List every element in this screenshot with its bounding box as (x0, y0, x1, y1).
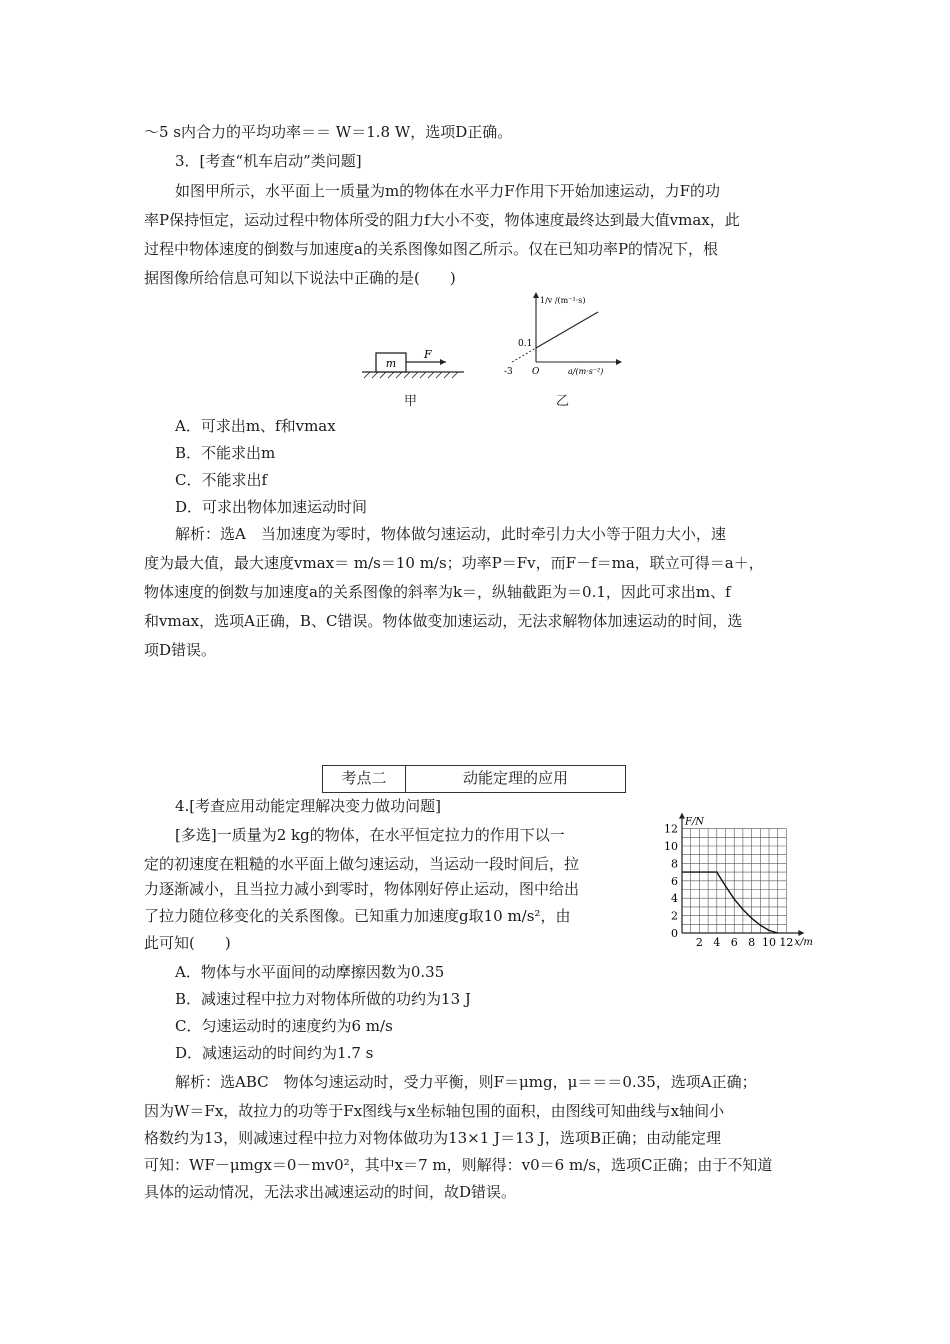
graph-line (536, 312, 598, 348)
q4-analysis-line: 解析：选ABC 物体匀速运动时，受力平衡，则F＝μmg，μ＝＝＝0.35，选项A正确； (175, 1073, 757, 1091)
x-tick-label: 4 (713, 936, 721, 949)
y-tick-label: 0.1 (518, 339, 533, 349)
q3-analysis-line: 和vmax，选项A正确，B、C错误。物体做变加速运动，无法求解物体加速运动的时间，选 (144, 612, 743, 630)
q3-stem-line: 据图像所给信息可知以下说法中正确的是( ) (144, 269, 456, 287)
q4-analysis-line: 可知：WF－μmgx＝0－mv0²，其中x＝7 m，则解得：v0＝6 m/s，选项C正确；由于不知道 (144, 1156, 773, 1174)
q4-analysis-line: 格数约为13，则减速过程中拉力对物体做功为13×1 J＝13 J，选项B正确；由动能定理 (144, 1129, 721, 1147)
graph-grid (682, 829, 786, 933)
force-curve (682, 872, 778, 933)
q4-analysis-line: 因为W＝Fx，故拉力的功等于Fx图线与x坐标轴包围的面积，由图线可知曲线与x轴间小 (144, 1102, 725, 1120)
q4-option: D．减速运动的时间约为1.7 s (175, 1044, 374, 1062)
q4-stem-line: [多选]一质量为2 kg的物体，在水平恒定拉力的作用下以一 (175, 826, 565, 844)
x-axis-arrow (798, 930, 804, 936)
extrapolation-line (512, 348, 536, 362)
force-label: F (424, 348, 432, 361)
q3-analysis-line: 解析：选A 当加速度为零时，物体做匀速运动，此时牵引力大小等于阻力大小，速 (175, 525, 726, 543)
y-tick-label: 2 (671, 909, 678, 923)
x-tick-label: 2 (695, 936, 703, 949)
y-axis-label: 1/v /(m⁻¹·s) (540, 296, 586, 305)
section-label: 考点二 (323, 766, 406, 792)
block-label: m (385, 357, 397, 370)
section-title: 动能定理的应用 (462, 769, 568, 787)
q4-analysis-line: 具体的运动情况，无法求出减速运动的时间，故D错误。 (144, 1183, 517, 1201)
section-header (322, 765, 626, 793)
ground-hatching (364, 372, 458, 378)
q3-option: C．不能求出f (175, 471, 268, 489)
q4-option: B．减速过程中拉力对物体所做的功约为13 J (175, 990, 471, 1008)
q4-stem-line: 力逐渐减小，且当拉力减小到零时，物体刚好停止运动，图中给出 (144, 880, 580, 898)
figure-jia (358, 340, 468, 380)
origin-label: O (532, 367, 540, 377)
x-axis-label: x/m (794, 937, 813, 948)
force-displacement-graph (654, 808, 826, 950)
y-tick-label: 6 (671, 874, 678, 888)
q3-stem-line: 过程中物体速度的倒数与加速度a的关系图像如图乙所示。仅在已知功率P的情况下，根 (144, 240, 719, 258)
q3-header: 3．[考查“机车启动”类问题] (175, 152, 362, 170)
q3-analysis-line: 项D错误。 (144, 641, 217, 659)
q4-option: A．物体与水平面间的动摩擦因数为0.35 (175, 963, 445, 981)
x-axis-label: a/(m·s⁻²) (568, 367, 604, 376)
y-axis-label: F/N (685, 816, 705, 828)
x-tick-label: 10 (762, 936, 776, 949)
q3-stem-line: 如图甲所示，水平面上一质量为m的物体在水平力F作用下开始加速运动，力F的功 (175, 182, 721, 200)
figure-yi-caption: 乙 (556, 394, 570, 409)
figure-yi (498, 288, 628, 380)
q4-header: 4.[考查应用动能定理解决变力做功问题] (175, 797, 442, 815)
q4-option: C．匀速运动时的速度约为6 m/s (175, 1017, 393, 1035)
q3-option: B．不能求出m (175, 444, 276, 462)
y-tick-label: 4 (671, 892, 678, 906)
x-tick-label: 8 (748, 936, 756, 949)
y-tick-label: 8 (671, 857, 678, 871)
q4-stem-line: 定的初速度在粗糙的水平面上做匀速运动，当运动一段时间后，拉 (144, 855, 580, 873)
y-tick-label: 12 (664, 822, 678, 836)
q2-tail: ～5 s内合力的平均功率＝＝ W＝1.8 W，选项D正确。 (144, 123, 513, 141)
q3-analysis-line: 物体速度的倒数与加速度a的关系图像的斜率为k＝，纵轴截距为＝0.1，因此可求出m、f (144, 583, 731, 601)
x-tick-label: 6 (730, 936, 738, 949)
q3-analysis-line: 度为最大值，最大速度vmax＝ m/s＝10 m/s；功率P＝Fv，而F－f＝ma，联立可得＝a＋， (144, 554, 764, 572)
q3-stem-line: 率P保持恒定，运动过程中物体所受的阻力f大小不变，物体速度最终达到最大值vmax，此 (144, 211, 740, 229)
y-tick-label: 0 (671, 927, 678, 940)
q4-stem-line: 了拉力随位移变化的关系图像。已知重力加速度g取10 m/s²，由 (144, 907, 571, 925)
x-tick-label: 12 (779, 936, 794, 949)
x-tick-label: -3 (504, 367, 513, 377)
figure-jia-caption: 甲 (404, 394, 418, 409)
q4-stem-line: 此可知( ) (144, 934, 231, 952)
q3-option: D．可求出物体加速运动时间 (175, 498, 368, 516)
y-tick-label: 10 (664, 840, 678, 853)
q3-option: A．可求出m、f和vmax (175, 417, 336, 435)
